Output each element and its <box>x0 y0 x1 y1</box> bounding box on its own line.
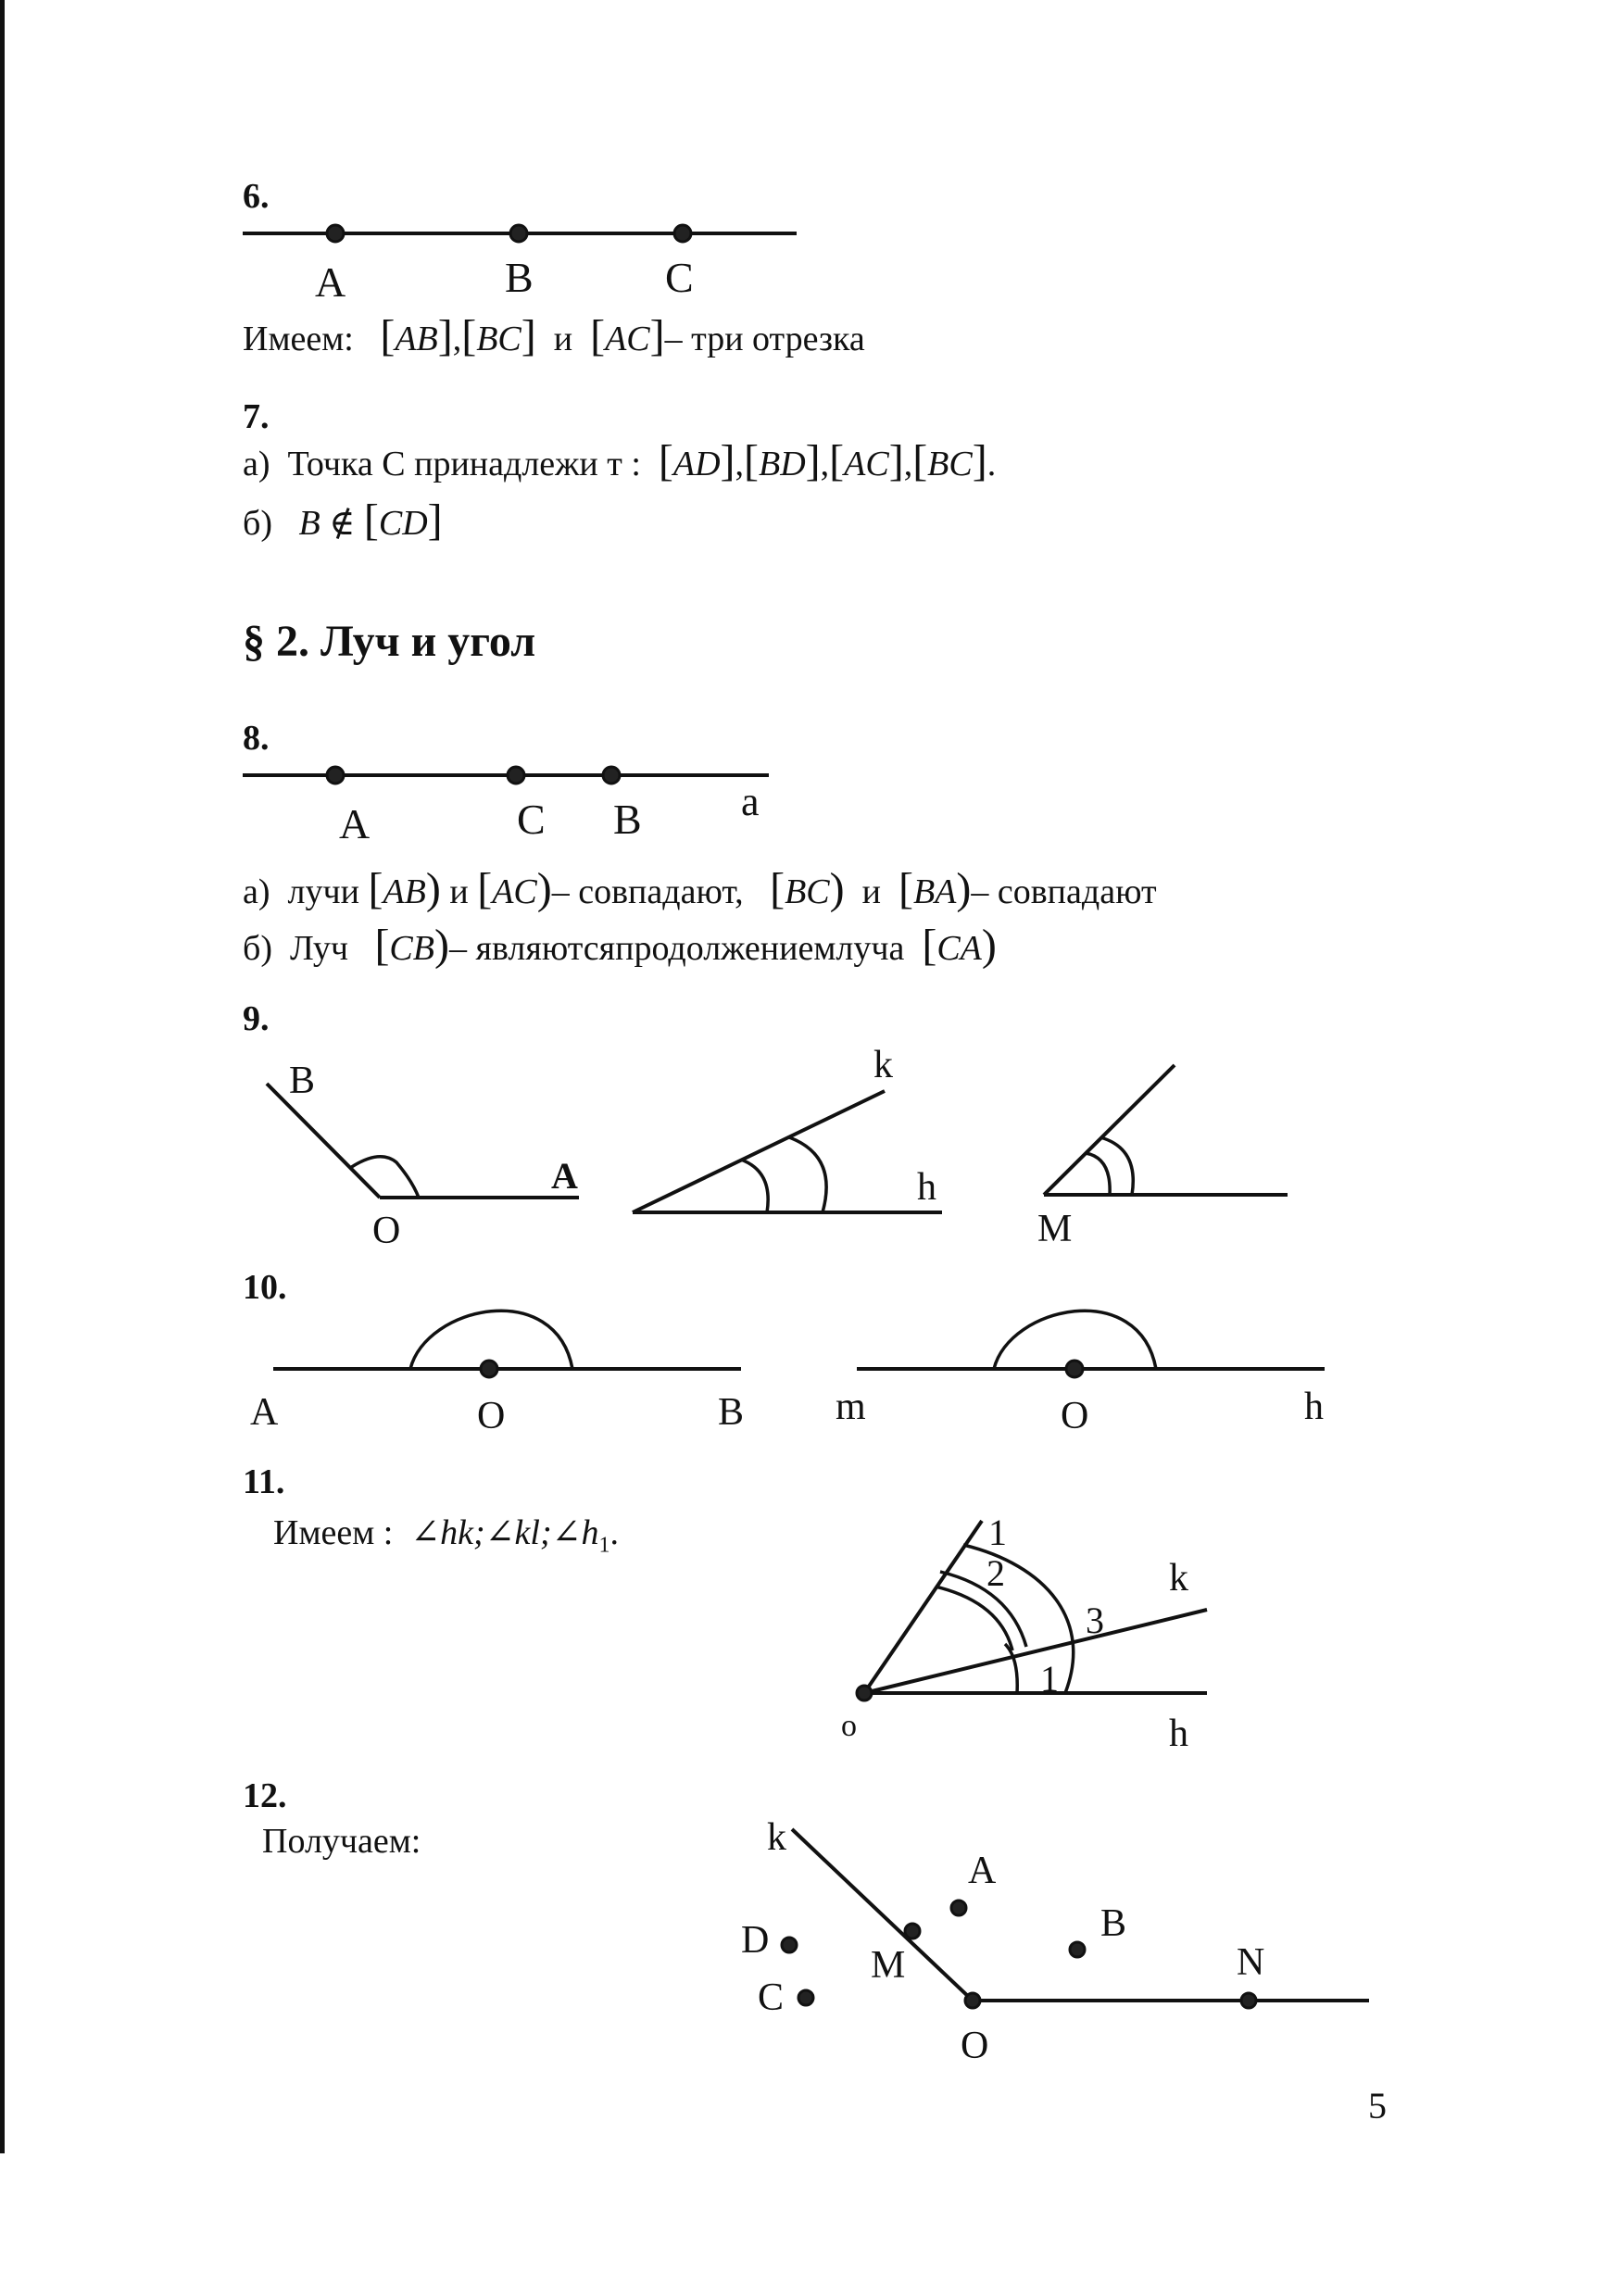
problem-6-number: 6. <box>243 177 270 216</box>
point-a <box>951 1901 966 1915</box>
ray-ab: AB <box>383 872 426 911</box>
segment-ab: AB <box>395 320 438 358</box>
label-line-a: a <box>741 779 760 824</box>
three-segments: – три отрезка <box>664 320 865 358</box>
label-d: D <box>741 1919 770 1962</box>
have-label: Имеем : <box>273 1513 394 1552</box>
label-angle-2: 2 <box>986 1552 1005 1594</box>
problem-12-text: Получаем: <box>262 1822 421 1861</box>
item-a-prefix: а) <box>243 445 270 483</box>
problem-8-number: 8. <box>243 719 270 758</box>
label-a: A <box>551 1155 578 1197</box>
label-m: m <box>836 1386 866 1428</box>
label-h: h <box>917 1166 936 1209</box>
label-b: B <box>505 254 534 301</box>
point-m <box>905 1924 920 1938</box>
segment-bc: BC <box>476 320 521 358</box>
label-angle-1: 1 <box>1040 1658 1059 1700</box>
coincide-1: – совпадают, <box>551 872 744 911</box>
point-o <box>965 1993 980 2008</box>
ray-cb: CB <box>389 929 434 968</box>
section-title: § 2. Луч и угол <box>243 617 536 666</box>
problem-7-line-a: а) Точка С принадлежи т : [AD],[BD],[AC],[BC]. <box>243 436 997 485</box>
ray-ca: CA <box>936 929 982 968</box>
label-m: M <box>1037 1208 1073 1250</box>
label-c: C <box>758 1976 785 2019</box>
problem-10-number: 10. <box>243 1268 287 1307</box>
rays-word: лучи <box>287 872 359 911</box>
point-c <box>798 1990 813 2005</box>
label-c: C <box>517 796 546 843</box>
page-number: 5 <box>1368 2085 1387 2127</box>
label-a: A <box>968 1850 997 1892</box>
label-b: B <box>718 1391 745 1434</box>
ray-ac: AC <box>492 872 537 911</box>
problem-9-number: 9. <box>243 999 270 1038</box>
label-a: A <box>315 258 346 306</box>
label-n: N <box>1237 1941 1265 1984</box>
label-angle-3: 3 <box>1086 1600 1104 1641</box>
not-belongs-symbol: ∉ <box>329 504 356 543</box>
point-c-belongs: Точка С принадлежи т : <box>287 445 641 483</box>
label-m: M <box>871 1944 906 1987</box>
segment-cd: CD <box>378 504 428 543</box>
have-label: Имеем: <box>243 320 354 358</box>
problem-7-number: 7. <box>243 397 270 436</box>
problem-8-line-a: а) лучи [AB) и [AC)– совпадают, [BC) и [BA)– совпадают <box>243 864 1157 913</box>
segment-ac: AC <box>844 445 889 483</box>
extension-text: – являютсяпродолжениемлуча <box>448 929 905 968</box>
problem-6-text: Имеем: [AB],[BC] и [AC]– три отрезка <box>243 311 865 360</box>
label-o: O <box>372 1210 401 1252</box>
label-b: B <box>289 1060 316 1102</box>
segment-ac: AC <box>605 320 650 358</box>
segment-bc: BC <box>927 445 973 483</box>
problem-7-line-b: б) B ∉ [CD] <box>243 496 443 545</box>
item-b-prefix: б) <box>243 504 272 543</box>
label-l: 1 <box>988 1512 1007 1553</box>
item-b-prefix: б) <box>243 929 272 968</box>
conj: и <box>449 872 469 911</box>
ray-word: Луч <box>290 929 348 968</box>
problem-12-number: 12. <box>243 1776 287 1815</box>
problem-8-line-b: б) Луч [CB)– являютсяпродолжениемлуча [CA) <box>243 921 997 970</box>
label-k: k <box>767 1816 786 1859</box>
point-b <box>1070 1942 1085 1957</box>
label-k: k <box>1169 1557 1188 1600</box>
point-n <box>1241 1993 1256 2008</box>
label-o: O <box>477 1395 506 1437</box>
label-h: h <box>1169 1713 1188 1755</box>
angles-list: ∠hk;∠kl;∠h <box>410 1513 599 1552</box>
period: . <box>609 1513 619 1552</box>
label-a: A <box>250 1391 279 1434</box>
label-b: B <box>1100 1902 1127 1945</box>
segment-bd: BD <box>759 445 806 483</box>
label-h: h <box>1304 1386 1324 1428</box>
label-o: O <box>961 2025 989 2067</box>
ray-bc: BC <box>785 872 830 911</box>
conj: и <box>553 320 573 358</box>
point-d <box>782 1938 797 1952</box>
label-c: C <box>665 254 694 301</box>
angle-subscript: 1 <box>598 1533 610 1558</box>
label-o: O <box>1061 1395 1089 1437</box>
label-b: B <box>613 796 642 843</box>
coincide-2: – совпадают <box>971 872 1157 911</box>
label-k: k <box>873 1044 893 1086</box>
point-b: B <box>298 504 320 543</box>
label-a: A <box>339 800 371 847</box>
ray-ba: BA <box>912 872 957 911</box>
problem-11-number: 11. <box>243 1462 285 1501</box>
label-vertex: o <box>841 1709 857 1743</box>
item-a-prefix: а) <box>243 872 270 911</box>
conj: и <box>861 872 881 911</box>
segment-ad: AD <box>672 445 721 483</box>
